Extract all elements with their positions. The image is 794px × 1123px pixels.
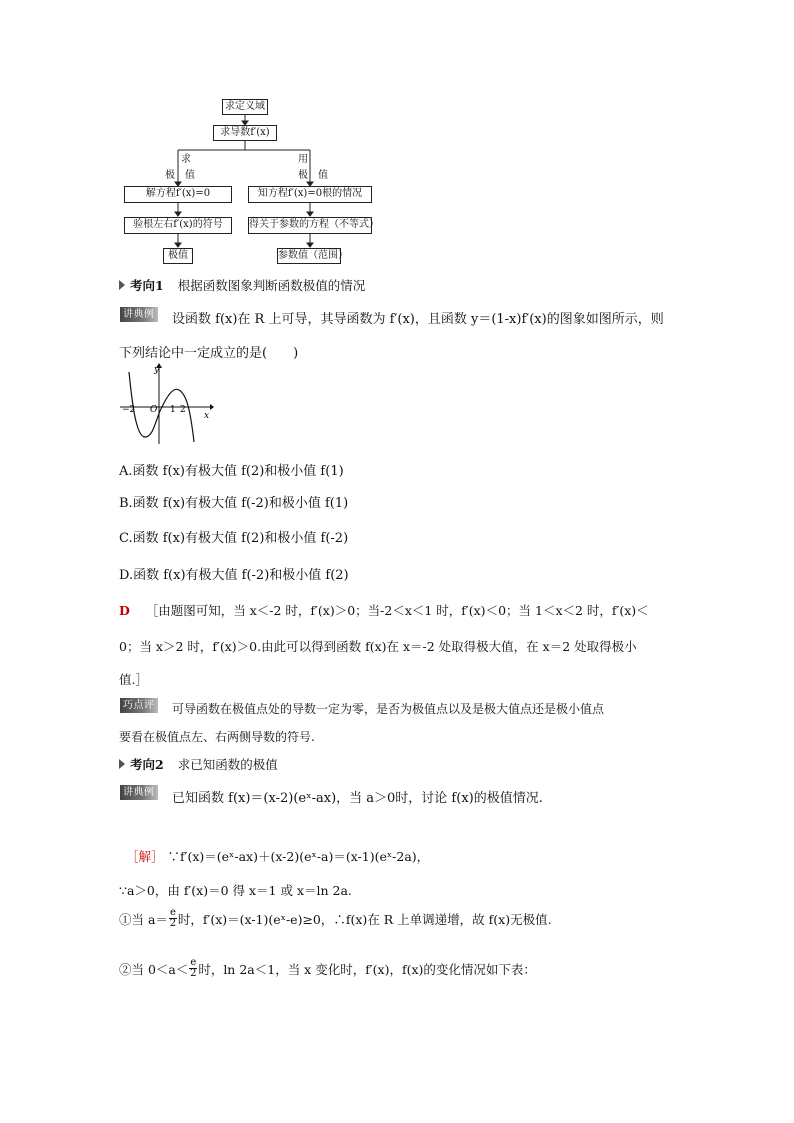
example-2-text: 已知函数 f(x)＝(x-2)(eˣ-ax)，当 a＞0时，讨论 f(x)的极值情况.: [172, 791, 543, 806]
option-b: B.函数 f(x)有极大值 f(-2)和极小值 f(1): [119, 496, 349, 511]
box-check-sign: 验根左右f′(x)的符号: [124, 217, 232, 234]
solution-4-pre: ②当 0＜a＜: [119, 961, 189, 977]
flowchart-connectors: [0, 0, 794, 280]
solution-3-post: 时，f′(x)＝(x-1)(eˣ-e)≥0，∴f(x)在 R 上单调递增，故 f(x)无极值.: [177, 911, 552, 927]
tick-origin: O: [150, 405, 158, 415]
branch-left-label: 求: [181, 154, 191, 165]
option-d: D.函数 f(x)有极大值 f(-2)和极小值 f(2): [119, 568, 349, 583]
x-axis-arrow-icon: [210, 404, 214, 410]
fraction-denominator: 2: [169, 918, 177, 929]
fraction-numerator: e: [169, 907, 176, 918]
example-1-line-2: 下列结论中一定成立的是( ): [119, 346, 299, 361]
solution-label: ［解］: [126, 849, 164, 864]
fraction-e-over-2: [189, 958, 197, 979]
label-left-extreme: 极 值: [165, 170, 195, 181]
comment-line-1: 可导函数在极值点处的导数一定为零，是否为极值点以及是极大值点还是极小值点: [172, 702, 605, 716]
solution-line-1: [126, 847, 429, 865]
tick-2: 2: [180, 405, 186, 415]
example-tag-2: 讲典例: [120, 785, 158, 800]
box-param-equation: 得关于参数的方程（不等式）: [248, 217, 372, 234]
section-2-heading: [119, 755, 278, 773]
section-1-label: 考向1: [130, 278, 164, 293]
box-domain: 求定义域: [222, 99, 268, 115]
comment-tag: 巧点评: [120, 698, 158, 713]
section-2-label: 考向2: [130, 757, 164, 772]
example-tag-1: 讲典例: [120, 307, 158, 322]
solution-line-2: ∵a＞0，由 f′(x)＝0 得 x＝1 或 x＝ln 2a.: [119, 883, 352, 898]
solution-line-4: [119, 958, 536, 979]
branch-right-label: 用: [298, 154, 308, 165]
tick-1: 1: [170, 405, 176, 415]
box-known-roots: 知方程f′(x)=0根的情况: [248, 186, 372, 203]
solution-4-post: 时，ln 2a＜1，当 x 变化时，f′(x)，f(x)的变化情况如下表：: [198, 961, 536, 977]
section-1-title: 根据函数图象判断函数极值的情况: [177, 278, 366, 293]
answer-letter: D: [119, 603, 130, 618]
answer-line-2: 0；当 x＞2 时，f′(x)＞0.由此可以得到函数 f(x)在 x＝-2 处取得极大值，在 x＝2 处取得极小: [119, 639, 637, 654]
function-graph: [118, 362, 214, 446]
solution-text-1: ∵f′(x)＝(eˣ-ax)＋(x-2)(eˣ-a)＝(x-1)(eˣ-2a)，: [167, 849, 430, 864]
solution-3-pre: ①当 a＝: [119, 911, 168, 927]
answer-text-1: ［由题图可知，当 x＜-2 时，f′(x)＞0；当-2＜x＜1 时，f′(x)＜0；当 1＜x＜2 时，f′(x)＜: [145, 603, 649, 618]
box-solve-equation: 解方程f′(x)=0: [124, 186, 232, 203]
fraction-numerator: e: [190, 957, 197, 968]
option-c: C.函数 f(x)有极大值 f(2)和极小值 f(-2): [119, 531, 349, 546]
comment-line-2: 要看在极值点左、右两侧导数的符号.: [119, 730, 315, 744]
section-2-title: 求已知函数的极值: [177, 757, 278, 772]
x-label: x: [204, 411, 210, 421]
box-extreme-value: 极值: [163, 248, 193, 264]
option-a: A.函数 f(x)有极大值 f(2)和极小值 f(1): [119, 464, 344, 479]
triangle-icon: [119, 280, 125, 290]
fraction-e-over-2: [169, 908, 177, 929]
answer-line-1: [119, 601, 649, 619]
y-label: y: [154, 365, 160, 375]
tick-neg2: −2: [122, 405, 136, 415]
answer-line-3: 值.］: [119, 672, 148, 687]
box-param-value: 参数值（范围）: [277, 248, 341, 264]
solution-line-3: [119, 908, 552, 929]
fraction-denominator: 2: [190, 968, 197, 979]
example-1-line-1: 设函数 f(x)在 R 上可导，其导函数为 f′(x)，且函数 y＝(1-x)f′(x)的图象如图所示，则: [172, 312, 664, 327]
box-derivative: 求导数f′(x): [213, 125, 277, 141]
label-right-extreme: 极 值: [298, 170, 328, 181]
triangle-icon: [119, 759, 125, 769]
section-1-heading: [119, 276, 365, 294]
